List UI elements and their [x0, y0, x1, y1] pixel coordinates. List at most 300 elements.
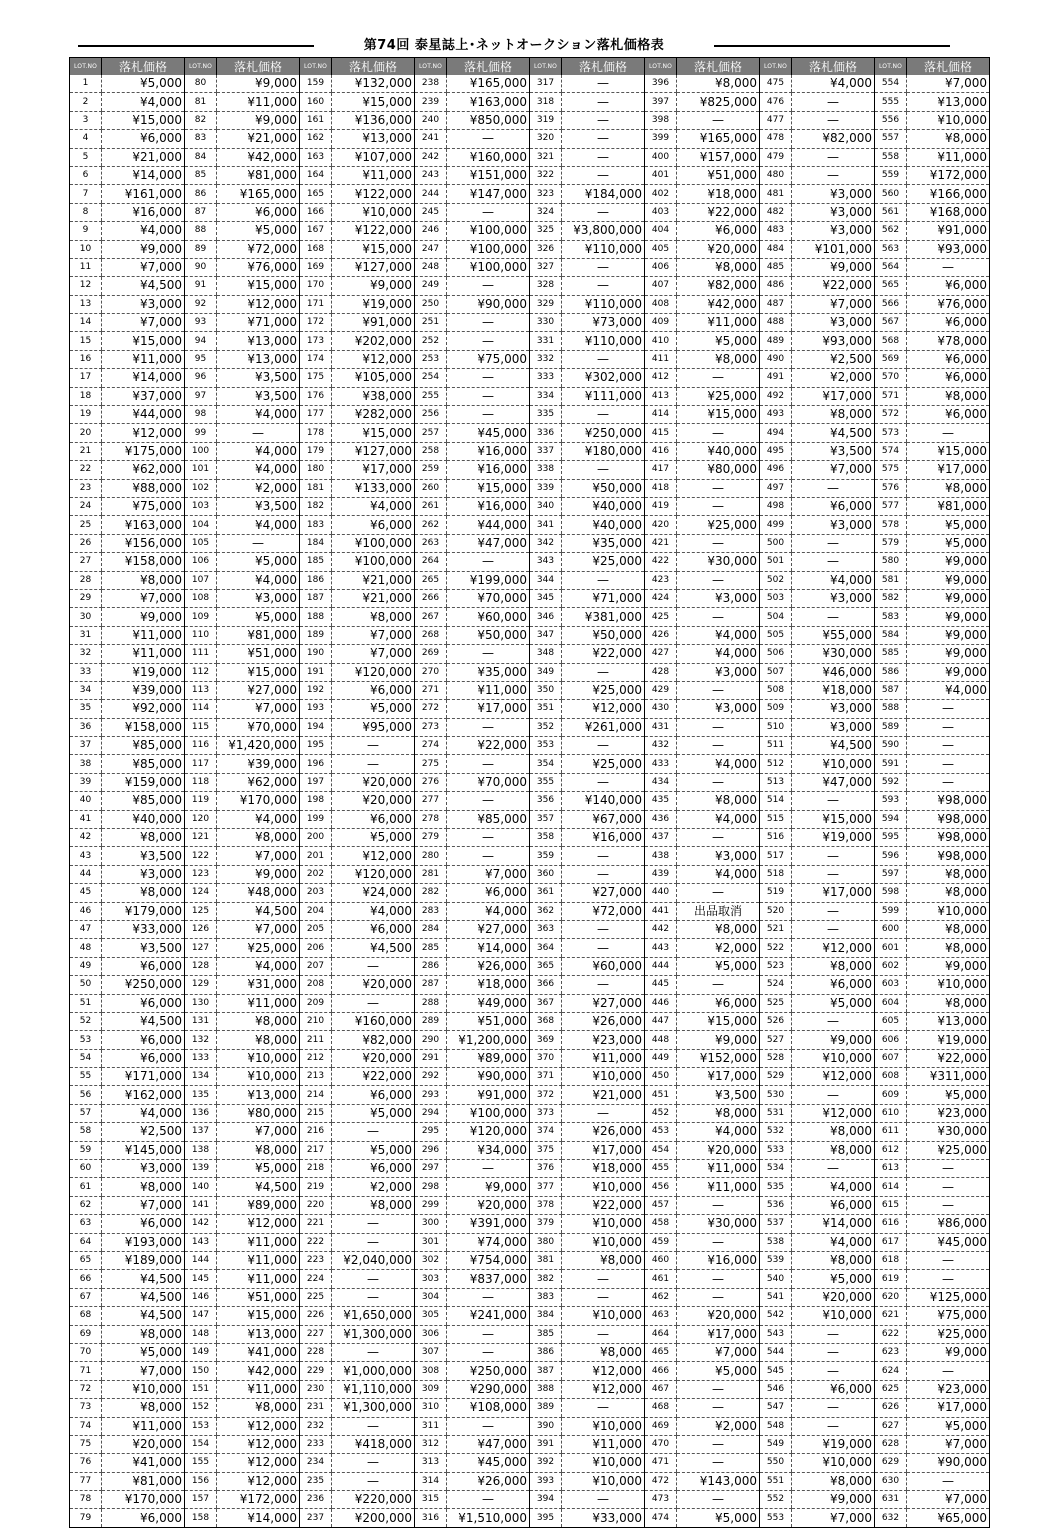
- lot-number: 413: [645, 387, 677, 405]
- lot-number: 194: [300, 718, 332, 736]
- lot-number: 279: [415, 829, 447, 847]
- winning-price: ¥42,000: [677, 295, 760, 313]
- winning-price: ¥108,000: [447, 1399, 530, 1417]
- lot-number: 490: [760, 350, 792, 368]
- lot-number: 626: [875, 1399, 907, 1417]
- lot-number: 141: [185, 1196, 217, 1214]
- winning-price: ¥11,000: [217, 93, 300, 111]
- lot-number: 536: [760, 1196, 792, 1214]
- lot-number: 506: [760, 645, 792, 663]
- winning-price: ¥7,000: [102, 1362, 185, 1380]
- table-row: [70, 1104, 990, 1122]
- lot-number: 127: [185, 939, 217, 957]
- winning-price: ¥3,500: [102, 847, 185, 865]
- winning-price: ¥6,000: [102, 1031, 185, 1049]
- lot-number: 540: [760, 1270, 792, 1288]
- lot-number: 124: [185, 884, 217, 902]
- winning-price: ¥10,000: [217, 1068, 300, 1086]
- lot-number: 443: [645, 939, 677, 957]
- winning-price: ¥10,000: [562, 1307, 645, 1325]
- winning-price: ¥5,000: [217, 608, 300, 626]
- winning-price: —: [677, 608, 760, 626]
- winning-price: ¥16,000: [677, 1252, 760, 1270]
- winning-price: ¥17,000: [907, 461, 990, 479]
- lot-number: 353: [530, 737, 562, 755]
- winning-price: ¥10,000: [792, 755, 875, 773]
- winning-price: ¥19,000: [332, 295, 415, 313]
- winning-price: ¥3,000: [677, 663, 760, 681]
- winning-price: ¥8,000: [907, 920, 990, 938]
- winning-price: ¥302,000: [562, 369, 645, 387]
- lot-number: 389: [530, 1399, 562, 1417]
- lot-number: 172: [300, 314, 332, 332]
- winning-price: ¥2,000: [677, 1417, 760, 1435]
- lot-no-header: LOT.NO: [760, 58, 792, 76]
- lot-number: 446: [645, 994, 677, 1012]
- winning-price: ¥3,000: [677, 847, 760, 865]
- lot-number: 592: [875, 773, 907, 791]
- winning-price: ¥122,000: [332, 185, 415, 203]
- lot-number: 383: [530, 1288, 562, 1306]
- winning-price: —: [562, 1288, 645, 1306]
- winning-price: ¥261,000: [562, 718, 645, 736]
- table-row: [70, 1178, 990, 1196]
- winning-price: ¥81,000: [907, 497, 990, 515]
- winning-price: ¥157,000: [677, 148, 760, 166]
- lot-number: 604: [875, 994, 907, 1012]
- lot-number: 608: [875, 1068, 907, 1086]
- lot-number: 618: [875, 1252, 907, 1270]
- lot-number: 605: [875, 1012, 907, 1030]
- lot-number: 314: [415, 1472, 447, 1490]
- winning-price: ¥193,000: [102, 1233, 185, 1251]
- winning-price: ¥7,000: [907, 1435, 990, 1453]
- winning-price: ¥11,000: [332, 166, 415, 184]
- table-row: [70, 130, 990, 148]
- lot-number: 599: [875, 902, 907, 920]
- lot-number: 74: [70, 1417, 102, 1435]
- winning-price: —: [447, 1491, 530, 1509]
- winning-price: ¥17,000: [562, 1141, 645, 1159]
- lot-number: 83: [185, 130, 217, 148]
- winning-price: —: [562, 1325, 645, 1343]
- lot-number: 249: [415, 277, 447, 295]
- winning-price: ¥10,000: [102, 1380, 185, 1398]
- lot-number: 615: [875, 1196, 907, 1214]
- winning-price: ¥111,000: [562, 387, 645, 405]
- lot-number: 577: [875, 497, 907, 515]
- winning-price: ¥60,000: [447, 608, 530, 626]
- winning-price: ¥9,000: [217, 111, 300, 129]
- winning-price: ¥15,000: [332, 240, 415, 258]
- winning-price: ¥122,000: [332, 222, 415, 240]
- lot-number: 460: [645, 1252, 677, 1270]
- table-row: [70, 1435, 990, 1453]
- lot-number: 41: [70, 810, 102, 828]
- lot-number: 504: [760, 608, 792, 626]
- winning-price: ¥15,000: [217, 1307, 300, 1325]
- winning-price: ¥100,000: [447, 1104, 530, 1122]
- winning-price: ¥837,000: [447, 1270, 530, 1288]
- lot-number: 258: [415, 442, 447, 460]
- lot-number: 515: [760, 810, 792, 828]
- lot-number: 123: [185, 865, 217, 883]
- winning-price: ¥4,500: [102, 1012, 185, 1030]
- lot-number: 223: [300, 1252, 332, 1270]
- winning-price: —: [907, 258, 990, 276]
- winning-price: ¥15,000: [332, 93, 415, 111]
- winning-price: —: [562, 737, 645, 755]
- winning-price: ¥10,000: [562, 1417, 645, 1435]
- lot-number: 535: [760, 1178, 792, 1196]
- winning-price: ¥282,000: [332, 406, 415, 424]
- winning-price: ¥8,000: [332, 608, 415, 626]
- winning-price: ¥11,000: [102, 645, 185, 663]
- table-row: [70, 1031, 990, 1049]
- lot-number: 486: [760, 277, 792, 295]
- lot-number: 438: [645, 847, 677, 865]
- lot-number: 208: [300, 976, 332, 994]
- lot-number: 266: [415, 589, 447, 607]
- winning-price: ¥14,000: [217, 1509, 300, 1527]
- lot-number: 565: [875, 277, 907, 295]
- lot-number: 179: [300, 442, 332, 460]
- winning-price: —: [792, 865, 875, 883]
- lot-number: 600: [875, 920, 907, 938]
- lot-number: 478: [760, 130, 792, 148]
- winning-price: ¥11,000: [102, 626, 185, 644]
- lot-number: 219: [300, 1178, 332, 1196]
- lot-number: 149: [185, 1343, 217, 1361]
- winning-price: ¥179,000: [102, 902, 185, 920]
- table-row: [70, 700, 990, 718]
- winning-price: ¥19,000: [792, 829, 875, 847]
- table-row: [70, 111, 990, 129]
- winning-price: ¥51,000: [677, 166, 760, 184]
- winning-price: ¥160,000: [332, 1012, 415, 1030]
- lot-number: 76: [70, 1454, 102, 1472]
- lot-number: 414: [645, 406, 677, 424]
- winning-price: —: [447, 314, 530, 332]
- winning-price: ¥311,000: [907, 1068, 990, 1086]
- winning-price: ¥26,000: [562, 1012, 645, 1030]
- lot-number: 424: [645, 589, 677, 607]
- winning-price: —: [907, 1270, 990, 1288]
- winning-price: ¥8,000: [102, 829, 185, 847]
- lot-number: 499: [760, 516, 792, 534]
- table-row: [70, 773, 990, 791]
- winning-price: ¥27,000: [562, 884, 645, 902]
- lot-number: 206: [300, 939, 332, 957]
- winning-price: —: [907, 1160, 990, 1178]
- lot-number: 571: [875, 387, 907, 405]
- lot-number: 67: [70, 1288, 102, 1306]
- lot-number: 405: [645, 240, 677, 258]
- lot-number: 159: [300, 75, 332, 93]
- lot-number: 324: [530, 203, 562, 221]
- lot-number: 598: [875, 884, 907, 902]
- table-row: [70, 994, 990, 1012]
- table-row: [70, 1380, 990, 1398]
- lot-number: 537: [760, 1215, 792, 1233]
- winning-price: ¥12,000: [217, 295, 300, 313]
- winning-price: ¥19,000: [907, 1031, 990, 1049]
- winning-price: ¥70,000: [447, 773, 530, 791]
- winning-price: ¥13,000: [217, 332, 300, 350]
- lot-number: 367: [530, 994, 562, 1012]
- winning-price: ¥6,000: [102, 1215, 185, 1233]
- winning-price: ¥3,000: [792, 222, 875, 240]
- lot-number: 323: [530, 185, 562, 203]
- winning-price: ¥8,000: [677, 350, 760, 368]
- lot-number: 450: [645, 1068, 677, 1086]
- table-row: [70, 810, 990, 828]
- winning-price: ¥5,000: [907, 1417, 990, 1435]
- lot-number: 27: [70, 553, 102, 571]
- winning-price: —: [332, 755, 415, 773]
- winning-price: ¥202,000: [332, 332, 415, 350]
- winning-price: ¥90,000: [447, 295, 530, 313]
- winning-price: ¥42,000: [217, 1362, 300, 1380]
- table-row: [70, 479, 990, 497]
- lot-number: 557: [875, 130, 907, 148]
- winning-price: ¥73,000: [562, 314, 645, 332]
- winning-price: ¥23,000: [907, 1104, 990, 1122]
- winning-price: ¥35,000: [562, 534, 645, 552]
- lot-number: 117: [185, 755, 217, 773]
- winning-price: —: [332, 1123, 415, 1141]
- winning-price: ¥8,000: [792, 1141, 875, 1159]
- winning-price: ¥76,000: [907, 295, 990, 313]
- lot-number: 589: [875, 718, 907, 736]
- winning-price: ¥3,000: [217, 589, 300, 607]
- winning-price: ¥9,000: [907, 645, 990, 663]
- lot-number: 176: [300, 387, 332, 405]
- winning-price: ¥7,000: [792, 1509, 875, 1527]
- winning-price: ¥9,000: [907, 553, 990, 571]
- winning-price: —: [677, 424, 760, 442]
- lot-number: 382: [530, 1270, 562, 1288]
- lot-number: 344: [530, 571, 562, 589]
- lot-number: 125: [185, 902, 217, 920]
- lot-number: 184: [300, 534, 332, 552]
- table-row: [70, 663, 990, 681]
- winning-price: ¥95,000: [332, 718, 415, 736]
- lot-number: 374: [530, 1123, 562, 1141]
- lot-number: 4: [70, 130, 102, 148]
- winning-price: —: [677, 1380, 760, 1398]
- lot-number: 193: [300, 700, 332, 718]
- winning-price: ¥7,000: [217, 920, 300, 938]
- lot-number: 566: [875, 295, 907, 313]
- winning-price: ¥7,000: [217, 1123, 300, 1141]
- winning-price: ¥13,000: [217, 350, 300, 368]
- lot-number: 64: [70, 1233, 102, 1251]
- lot-number: 316: [415, 1509, 447, 1527]
- table-row: [70, 939, 990, 957]
- lot-number: 428: [645, 663, 677, 681]
- lot-number: 319: [530, 111, 562, 129]
- lot-number: 298: [415, 1178, 447, 1196]
- lot-number: 621: [875, 1307, 907, 1325]
- lot-number: 586: [875, 663, 907, 681]
- winning-price: —: [792, 1343, 875, 1361]
- winning-price: ¥4,000: [792, 75, 875, 93]
- winning-price: —: [332, 737, 415, 755]
- winning-price: ¥8,000: [907, 130, 990, 148]
- winning-price: ¥6,000: [102, 994, 185, 1012]
- lot-number: 108: [185, 589, 217, 607]
- winning-price: —: [792, 1362, 875, 1380]
- lot-number: 429: [645, 681, 677, 699]
- lot-number: 339: [530, 479, 562, 497]
- lot-number: 390: [530, 1417, 562, 1435]
- lot-number: 616: [875, 1215, 907, 1233]
- lot-number: 262: [415, 516, 447, 534]
- winning-price: ¥3,000: [792, 700, 875, 718]
- winning-price: ¥4,000: [677, 645, 760, 663]
- winning-price: ¥101,000: [792, 240, 875, 258]
- lot-number: 503: [760, 589, 792, 607]
- lot-number: 508: [760, 681, 792, 699]
- winning-price: ¥25,000: [907, 1141, 990, 1159]
- winning-price: ¥9,000: [677, 1031, 760, 1049]
- winning-price: ¥10,000: [562, 1068, 645, 1086]
- lot-number: 11: [70, 258, 102, 276]
- winning-price: ¥10,000: [907, 976, 990, 994]
- lot-number: 401: [645, 166, 677, 184]
- lot-number: 541: [760, 1288, 792, 1306]
- lot-number: 322: [530, 166, 562, 184]
- lot-number: 62: [70, 1196, 102, 1214]
- lot-number: 96: [185, 369, 217, 387]
- winning-price: ¥18,000: [447, 976, 530, 994]
- lot-number: 578: [875, 516, 907, 534]
- lot-number: 581: [875, 571, 907, 589]
- winning-price: ¥3,800,000: [562, 222, 645, 240]
- winning-price: ¥12,000: [217, 1472, 300, 1490]
- winning-price: ¥82,000: [677, 277, 760, 295]
- winning-price: ¥27,000: [217, 681, 300, 699]
- winning-price: ¥39,000: [102, 681, 185, 699]
- lot-number: 89: [185, 240, 217, 258]
- lot-number: 32: [70, 645, 102, 663]
- winning-price: ¥4,500: [217, 902, 300, 920]
- winning-price: ¥8,000: [102, 1178, 185, 1196]
- lot-number: 252: [415, 332, 447, 350]
- winning-price: ¥6,000: [332, 1160, 415, 1178]
- lot-number: 22: [70, 461, 102, 479]
- winning-price: ¥23,000: [907, 1380, 990, 1398]
- lot-number: 185: [300, 553, 332, 571]
- lot-number: 75: [70, 1435, 102, 1453]
- lot-number: 135: [185, 1086, 217, 1104]
- winning-price: ¥165,000: [447, 75, 530, 93]
- winning-price: ¥19,000: [792, 1435, 875, 1453]
- lot-number: 501: [760, 553, 792, 571]
- lot-number: 479: [760, 148, 792, 166]
- winning-price: ¥60,000: [562, 957, 645, 975]
- winning-price: ¥6,000: [677, 994, 760, 1012]
- lot-number: 415: [645, 424, 677, 442]
- lot-number: 59: [70, 1141, 102, 1159]
- winning-price: ¥21,000: [102, 148, 185, 166]
- winning-price: —: [562, 166, 645, 184]
- winning-price: ¥30,000: [907, 1123, 990, 1141]
- lot-number: 253: [415, 350, 447, 368]
- table-row: [70, 1417, 990, 1435]
- winning-price: ¥20,000: [677, 1141, 760, 1159]
- winning-price: ¥165,000: [217, 185, 300, 203]
- winning-price: ¥4,500: [102, 1288, 185, 1306]
- lot-number: 570: [875, 369, 907, 387]
- winning-price: ¥89,000: [447, 1049, 530, 1067]
- lot-number: 464: [645, 1325, 677, 1343]
- lot-number: 137: [185, 1123, 217, 1141]
- winning-price: ¥10,000: [907, 111, 990, 129]
- table-row: [70, 681, 990, 699]
- winning-price: ¥10,000: [907, 902, 990, 920]
- winning-price: ¥9,000: [792, 1031, 875, 1049]
- winning-price: ¥5,000: [677, 1362, 760, 1380]
- lot-number: 561: [875, 203, 907, 221]
- table-row: [70, 1307, 990, 1325]
- lot-number: 49: [70, 957, 102, 975]
- lot-number: 602: [875, 957, 907, 975]
- lot-number: 207: [300, 957, 332, 975]
- lot-number: 29: [70, 589, 102, 607]
- lot-number: 246: [415, 222, 447, 240]
- lot-number: 494: [760, 424, 792, 442]
- table-row: [70, 1343, 990, 1361]
- lot-number: 369: [530, 1031, 562, 1049]
- winning-price: ¥3,000: [792, 718, 875, 736]
- lot-number: 79: [70, 1509, 102, 1527]
- winning-price: ¥6,000: [332, 516, 415, 534]
- winning-price: ¥75,000: [102, 497, 185, 515]
- winning-price: ¥15,000: [792, 810, 875, 828]
- winning-price: ¥3,000: [792, 589, 875, 607]
- lot-number: 388: [530, 1380, 562, 1398]
- winning-price: ¥7,000: [792, 295, 875, 313]
- lot-number: 394: [530, 1491, 562, 1509]
- lot-number: 378: [530, 1196, 562, 1214]
- winning-price: ¥850,000: [447, 111, 530, 129]
- winning-price: ¥20,000: [102, 1435, 185, 1453]
- winning-price: —: [562, 350, 645, 368]
- lot-number: 546: [760, 1380, 792, 1398]
- winning-price: ¥15,000: [102, 111, 185, 129]
- lot-number: 381: [530, 1252, 562, 1270]
- winning-price: ¥42,000: [217, 148, 300, 166]
- lot-number: 603: [875, 976, 907, 994]
- winning-price: ¥12,000: [217, 1435, 300, 1453]
- winning-price: —: [562, 1104, 645, 1122]
- title-rule-right: [714, 45, 950, 47]
- winning-price: ¥6,000: [102, 130, 185, 148]
- lot-number: 552: [760, 1491, 792, 1509]
- winning-price: ¥5,000: [332, 1104, 415, 1122]
- lot-number: 81: [185, 93, 217, 111]
- winning-price: ¥170,000: [102, 1491, 185, 1509]
- table-row: [70, 1160, 990, 1178]
- winning-price: ¥6,000: [447, 884, 530, 902]
- winning-price: —: [677, 681, 760, 699]
- winning-price: ¥140,000: [562, 792, 645, 810]
- lot-number: 357: [530, 810, 562, 828]
- winning-price: ¥6,000: [907, 350, 990, 368]
- table-row: [70, 1509, 990, 1527]
